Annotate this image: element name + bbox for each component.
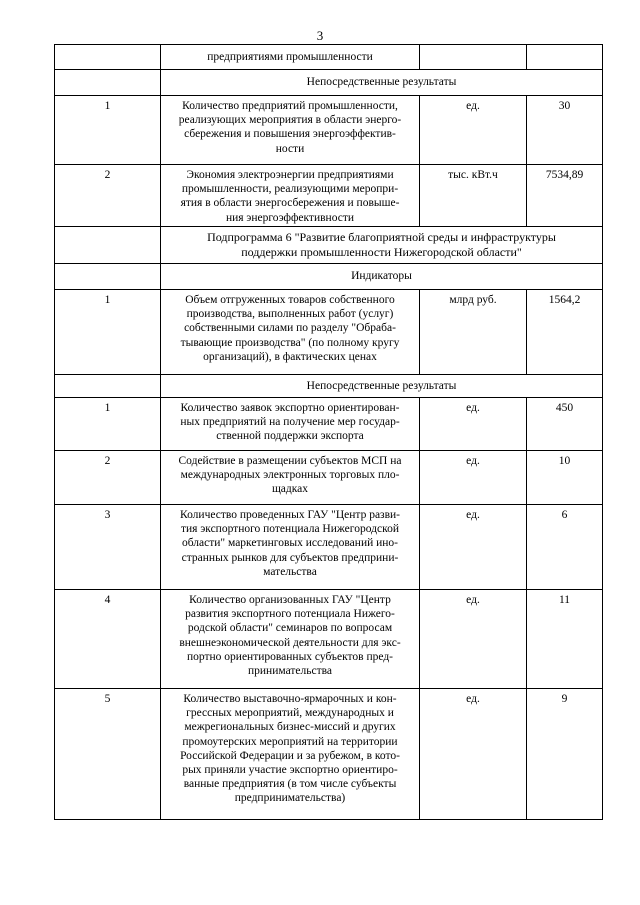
value-cell: 10 — [527, 451, 603, 505]
subprogram-row — [55, 227, 603, 264]
table-row — [55, 451, 603, 505]
num-cell: 2 — [55, 451, 161, 505]
table-row — [55, 96, 603, 165]
unit-cell — [420, 45, 527, 70]
unit-cell: ед. — [420, 96, 527, 165]
desc-cell: Экономия электроэнергии предприятиями промышленности, реализующими меропри- ятия в области энергосбережения и повыше- ния энергоэффективности — [161, 165, 420, 227]
section-title: Индикаторы — [161, 264, 603, 290]
value-cell: 450 — [527, 398, 603, 451]
table-row — [55, 590, 603, 689]
table-row — [55, 165, 603, 227]
desc-cell: Количество проведенных ГАУ "Центр разви- тия экспортного потенциала Нижегородской области" маркетинговых исследований ино- странных рынков для субъектов предприни- мательства — [161, 505, 420, 590]
num-cell: 1 — [55, 96, 161, 165]
num-cell: 4 — [55, 590, 161, 689]
unit-cell: ед. — [420, 451, 527, 505]
desc-cell: Количество выставочно-ярмарочных и кон- грессных мероприятий, международных и межрегиональных бизнес-миссий и других промоутерских мероприятий на территории Российской Федерации и за рубежом, в кото- рых приняли участие экспортно ориентиро- ванные предприятия (в том числе субъекты предпринимательства) — [161, 689, 420, 820]
table-row — [55, 398, 603, 451]
num-cell: 3 — [55, 505, 161, 590]
desc-cell: Количество предприятий промышленности, реализующих мероприятия в области энерго- сбережения и повышения энергоэффектив- ности — [161, 96, 420, 165]
page-number: 3 — [316, 28, 324, 43]
table-row — [55, 290, 603, 375]
table-row — [55, 45, 603, 70]
subprogram-title: Подпрограмма 6 "Развитие благоприятной среды и инфраструктуры поддержки промышленности Нижегородской области" — [161, 227, 603, 264]
value-cell: 9 — [527, 689, 603, 820]
table-row — [55, 689, 603, 820]
unit-cell: ед. — [420, 590, 527, 689]
table-row — [55, 505, 603, 590]
section-row — [55, 264, 603, 290]
desc-cell: Объем отгруженных товаров собственного производства, выполненных работ (услуг) собственными силами по разделу "Обраба- тывающие производства" (по полному кругу организаций), в фактических ценах — [161, 290, 420, 375]
indicators-table — [54, 44, 603, 820]
value-cell: 30 — [527, 96, 603, 165]
num-cell — [55, 264, 161, 290]
num-cell: 5 — [55, 689, 161, 820]
desc-cell: Количество организованных ГАУ "Центр развития экспортного потенциала Нижего- родской области" семинаров по вопросам внешнеэкономической деятельности для экс- портно ориентированных субъектов пред- принимательства — [161, 590, 420, 689]
num-cell: 1 — [55, 398, 161, 451]
section-row — [55, 70, 603, 96]
desc-cell: предприятиями промышленности — [161, 45, 420, 70]
section-row — [55, 375, 603, 398]
unit-cell: ед. — [420, 689, 527, 820]
num-cell — [55, 227, 161, 264]
unit-cell: млрд руб. — [420, 290, 527, 375]
value-cell: 11 — [527, 590, 603, 689]
unit-cell: тыс. кВт.ч — [420, 165, 527, 227]
section-title: Непосредственные результаты — [161, 375, 603, 398]
section-title: Непосредственные результаты — [161, 70, 603, 96]
value-cell: 7534,89 — [527, 165, 603, 227]
num-cell — [55, 70, 161, 96]
num-cell: 1 — [55, 290, 161, 375]
unit-cell: ед. — [420, 398, 527, 451]
desc-cell: Содействие в размещении субъектов МСП на международных электронных торговых пло- щадках — [161, 451, 420, 505]
value-cell — [527, 45, 603, 70]
unit-cell: ед. — [420, 505, 527, 590]
desc-cell: Количество заявок экспортно ориентирован- ных предприятий на получение мер государ- ственной поддержки экспорта — [161, 398, 420, 451]
num-cell: 2 — [55, 165, 161, 227]
value-cell: 1564,2 — [527, 290, 603, 375]
value-cell: 6 — [527, 505, 603, 590]
num-cell — [55, 375, 161, 398]
num-cell — [55, 45, 161, 70]
